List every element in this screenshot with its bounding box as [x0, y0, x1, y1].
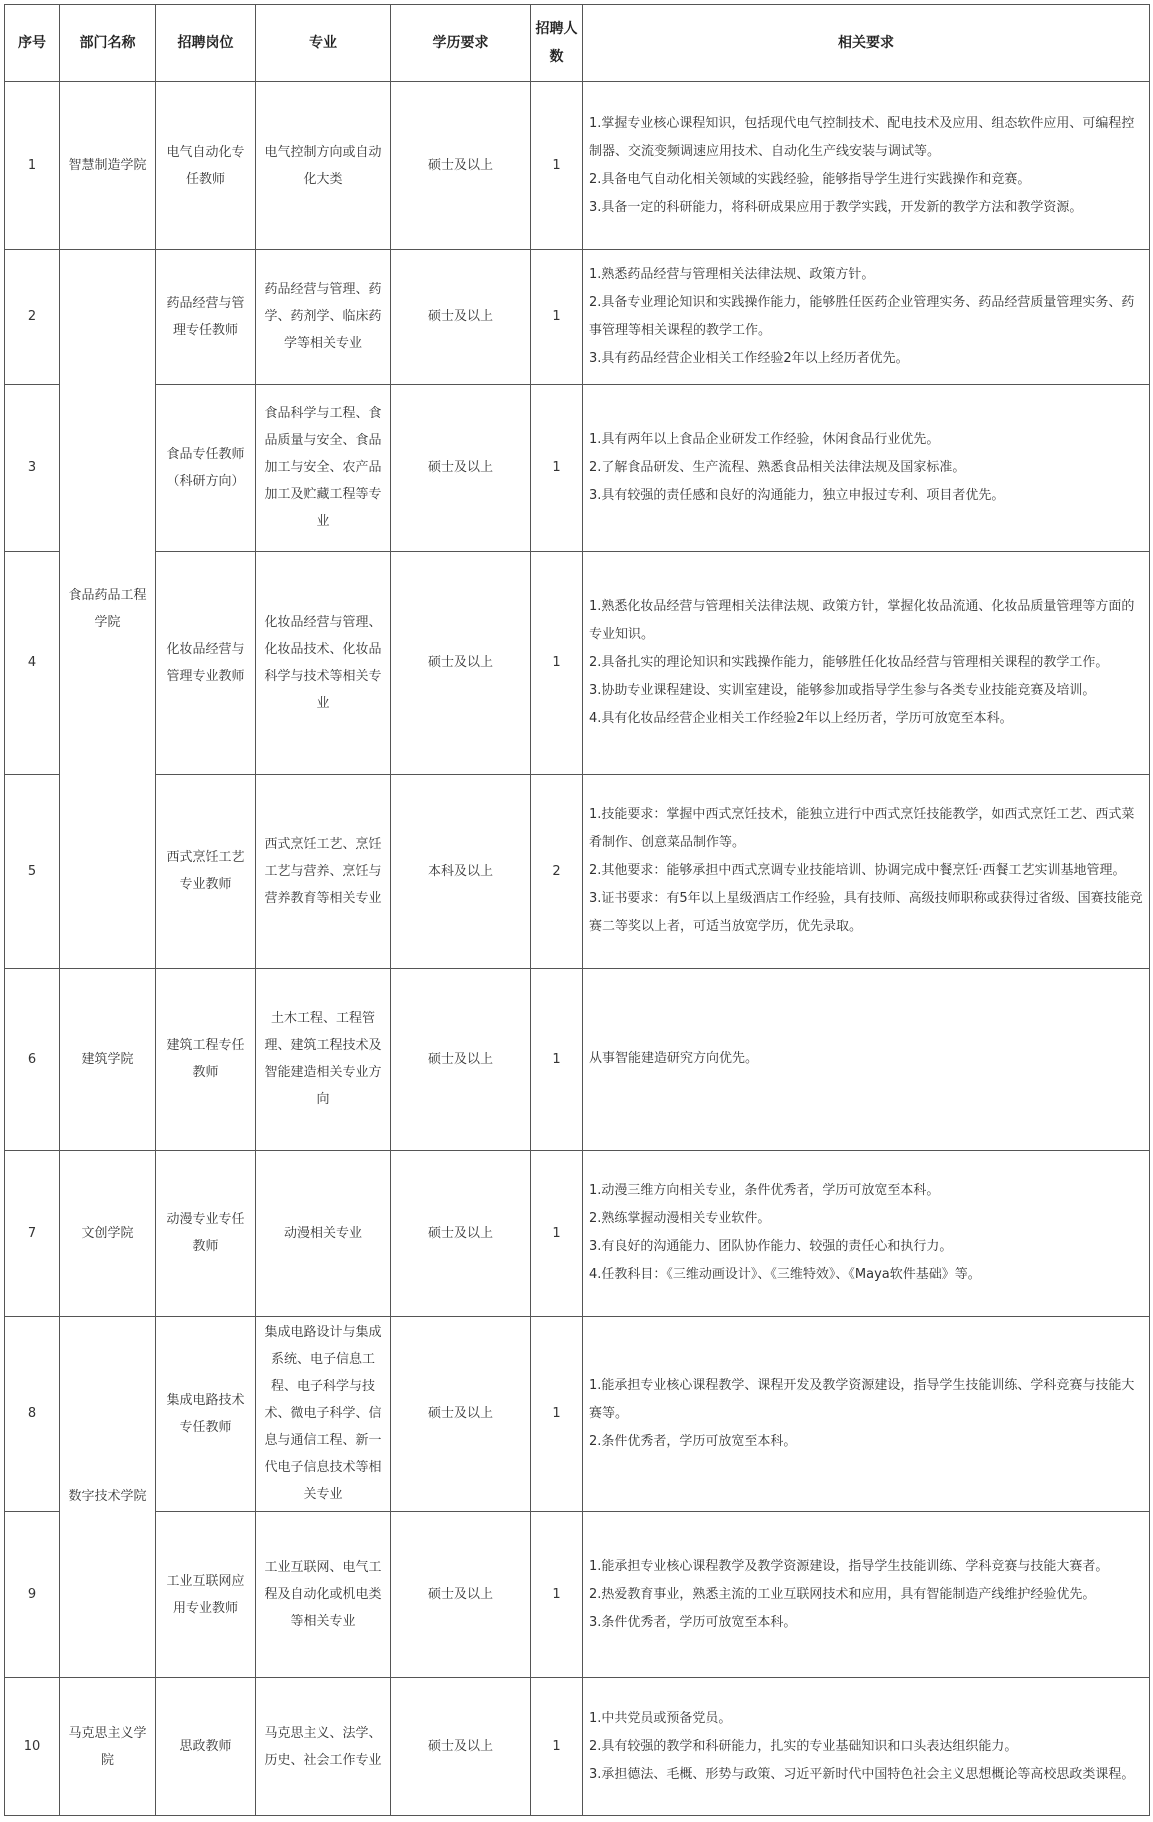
position-cell: 建筑工程专任教师: [156, 969, 256, 1150]
requirements-cell: [583, 250, 1150, 385]
recruitment-table: [4, 4, 1150, 1816]
requirements-cell: [583, 1512, 1150, 1678]
major-cell: 西式烹饪工艺、烹饪工艺与营养、烹饪与营养教育等相关专业: [256, 774, 391, 968]
requirements-cell: [583, 384, 1150, 551]
education-cell: 硕士及以上: [391, 1316, 531, 1511]
seq-cell: 5: [5, 774, 60, 968]
major-cell: 马克思主义、法学、历史、社会工作专业: [256, 1678, 391, 1816]
education-cell: 硕士及以上: [391, 1512, 531, 1678]
dept-cell: 马克思主义学院: [60, 1678, 156, 1816]
table-row: [5, 969, 1150, 1150]
requirement-item: 2.具备专业理论知识和实践操作能力，能够胜任医药企业管理实务、药品经营质量管理实务、药事管理等相关课程的教学工作。: [589, 294, 1135, 338]
header-dept: 部门名称: [60, 5, 156, 82]
requirement-item: 1.中共党员或预备党员。: [589, 1710, 732, 1726]
header-position: 招聘岗位: [156, 5, 256, 82]
position-cell: 工业互联网应用专业教师: [156, 1512, 256, 1678]
seq-cell: 6: [5, 969, 60, 1150]
seq-cell: 2: [5, 250, 60, 385]
requirement-item: 3.承担德法、毛概、形势与政策、习近平新时代中国特色社会主义思想概论等高校思政类课程。: [589, 1766, 1135, 1782]
table-row: [5, 774, 1150, 968]
requirement-item: 1.技能要求：掌握中西式烹饪技术，能独立进行中西式烹饪技能教学，如西式烹饪工艺、西式菜肴制作、创意菜品制作等。: [589, 807, 1135, 851]
count-cell: 1: [531, 1512, 583, 1678]
count-cell: 2: [531, 774, 583, 968]
position-cell: 药品经营与管理专任教师: [156, 250, 256, 385]
seq-cell: 1: [5, 82, 60, 250]
requirement-item: 2.了解食品研发、生产流程、熟悉食品相关法律法规及国家标准。: [589, 459, 966, 475]
table-row: [5, 1316, 1150, 1511]
seq-cell: 3: [5, 384, 60, 551]
header-requirements: 相关要求: [583, 5, 1150, 82]
requirement-item: 4.任教科目：《三维动画设计》、《三维特效》、《Maya软件基础》等。: [589, 1267, 981, 1283]
education-cell: 硕士及以上: [391, 969, 531, 1150]
major-cell: 集成电路设计与集成系统、电子信息工程、电子科学与技术、微电子科学、信息与通信工程、新一代电子信息技术等相关专业: [256, 1316, 391, 1511]
requirement-item: 1.能承担专业核心课程教学及教学资源建设，指导学生技能训练、学科竞赛与技能大赛者。: [589, 1558, 1109, 1574]
requirement-item: 2.熟练掌握动漫相关专业软件。: [589, 1211, 771, 1227]
education-cell: 硕士及以上: [391, 250, 531, 385]
table-header-row: [5, 5, 1150, 82]
position-cell: 思政教师: [156, 1678, 256, 1816]
count-cell: 1: [531, 551, 583, 774]
count-cell: 1: [531, 384, 583, 551]
requirement-item: 3.具有较强的责任感和良好的沟通能力，独立申报过专利、项目者优先。: [589, 487, 1005, 503]
requirements-cell: [583, 969, 1150, 1150]
dept-cell: 智慧制造学院: [60, 82, 156, 250]
header-seq: 序号: [5, 5, 60, 82]
requirement-item: 1.熟悉药品经营与管理相关法律法规、政策方针。: [589, 266, 875, 282]
seq-cell: 7: [5, 1150, 60, 1316]
position-cell: 动漫专业专任教师: [156, 1150, 256, 1316]
requirement-item: 1.动漫三维方向相关专业，条件优秀者，学历可放宽至本科。: [589, 1183, 940, 1199]
table-row: [5, 551, 1150, 774]
requirement-item: 4.具有化妆品经营企业相关工作经验2年以上经历者，学历可放宽至本科。: [589, 710, 1013, 726]
header-major: 专业: [256, 5, 391, 82]
position-cell: 集成电路技术专任教师: [156, 1316, 256, 1511]
position-cell: 化妆品经营与管理专业教师: [156, 551, 256, 774]
requirement-item: 1.具有两年以上食品企业研发工作经验，休闲食品行业优先。: [589, 431, 940, 447]
table-row: [5, 1150, 1150, 1316]
table-row: [5, 250, 1150, 385]
education-cell: 硕士及以上: [391, 1150, 531, 1316]
position-cell: 西式烹饪工艺专业教师: [156, 774, 256, 968]
requirements-cell: [583, 82, 1150, 250]
requirement-item: 3.具有药品经营企业相关工作经验2年以上经历者优先。: [589, 350, 909, 366]
count-cell: 1: [531, 1316, 583, 1511]
count-cell: 1: [531, 1150, 583, 1316]
header-education: 学历要求: [391, 5, 531, 82]
requirements-cell: [583, 1678, 1150, 1816]
header-count: 招聘人数: [531, 5, 583, 82]
education-cell: 硕士及以上: [391, 551, 531, 774]
count-cell: 1: [531, 1678, 583, 1816]
major-cell: 药品经营与管理、药学、药剂学、临床药学等相关专业: [256, 250, 391, 385]
major-cell: 化妆品经营与管理、化妆品技术、化妆品科学与技术等相关专业: [256, 551, 391, 774]
table-row: [5, 1512, 1150, 1678]
requirement-item: 2.条件优秀者，学历可放宽至本科。: [589, 1433, 797, 1449]
dept-cell: 食品药品工程学院: [60, 250, 156, 969]
dept-cell: 建筑学院: [60, 969, 156, 1150]
seq-cell: 8: [5, 1316, 60, 1511]
position-cell: 食品专任教师（科研方向）: [156, 384, 256, 551]
seq-cell: 4: [5, 551, 60, 774]
count-cell: 1: [531, 969, 583, 1150]
requirement-item: 3.条件优秀者，学历可放宽至本科。: [589, 1614, 797, 1630]
requirement-item: 1.掌握专业核心课程知识，包括现代电气控制技术、配电技术及应用、组态软件应用、可编程控制器、交流变频调速应用技术、自动化生产线安装与调试等。: [589, 115, 1135, 159]
table-row: [5, 82, 1150, 250]
requirement-item: 2.具备电气自动化相关领域的实践经验，能够指导学生进行实践操作和竞赛。: [589, 171, 1031, 187]
count-cell: 1: [531, 82, 583, 250]
requirement-item: 1.熟悉化妆品经营与管理相关法律法规、政策方针，掌握化妆品流通、化妆品质量管理等方面的专业知识。: [589, 598, 1135, 642]
requirement-item: 2.具备扎实的理论知识和实践操作能力，能够胜任化妆品经营与管理相关课程的教学工作。: [589, 654, 1109, 670]
requirement-item: 2.其他要求：能够承担中西式烹调专业技能培训、协调完成中餐烹饪·西餐工艺实训基地管理。: [589, 863, 1126, 879]
seq-cell: 9: [5, 1512, 60, 1678]
requirement-item: 3.具备一定的科研能力，将科研成果应用于教学实践，开发新的教学方法和教学资源。: [589, 199, 1083, 215]
requirements-cell: [583, 774, 1150, 968]
requirement-item: 2.具有较强的教学和科研能力，扎实的专业基础知识和口头表达组织能力。: [589, 1738, 1018, 1754]
position-cell: 电气自动化专任教师: [156, 82, 256, 250]
dept-cell: 文创学院: [60, 1150, 156, 1316]
count-cell: 1: [531, 250, 583, 385]
table-row: [5, 384, 1150, 551]
table-row: [5, 1678, 1150, 1816]
major-cell: 工业互联网、电气工程及自动化或机电类等相关专业: [256, 1512, 391, 1678]
dept-cell: 数字技术学院: [60, 1316, 156, 1678]
education-cell: 硕士及以上: [391, 82, 531, 250]
requirements-cell: [583, 551, 1150, 774]
requirement-item: 3.有良好的沟通能力、团队协作能力、较强的责任心和执行力。: [589, 1239, 953, 1255]
requirements-cell: [583, 1150, 1150, 1316]
seq-cell: 10: [5, 1678, 60, 1816]
requirements-cell: [583, 1316, 1150, 1511]
education-cell: 硕士及以上: [391, 1678, 531, 1816]
education-cell: 硕士及以上: [391, 384, 531, 551]
requirement-item: 从事智能建造研究方向优先。: [589, 1051, 759, 1067]
requirement-item: 3.协助专业课程建设、实训室建设，能够参加或指导学生参与各类专业技能竞赛及培训。: [589, 682, 1096, 698]
requirement-item: 3.证书要求：有5年以上星级酒店工作经验，具有技师、高级技师职称或获得过省级、国赛技能竞赛二等奖以上者，可适当放宽学历，优先录取。: [589, 891, 1143, 935]
education-cell: 本科及以上: [391, 774, 531, 968]
requirement-item: 2.热爱教育事业，熟悉主流的工业互联网技术和应用，具有智能制造产线维护经验优先。: [589, 1586, 1096, 1602]
major-cell: 土木工程、工程管理、建筑工程技术及智能建造相关专业方向: [256, 969, 391, 1150]
requirement-item: 1.能承担专业核心课程教学、课程开发及教学资源建设，指导学生技能训练、学科竞赛与技能大赛等。: [589, 1377, 1135, 1421]
major-cell: 电气控制方向或自动化大类: [256, 82, 391, 250]
major-cell: 动漫相关专业: [256, 1150, 391, 1316]
major-cell: 食品科学与工程、食品质量与安全、食品加工与安全、农产品加工及贮藏工程等专业: [256, 384, 391, 551]
